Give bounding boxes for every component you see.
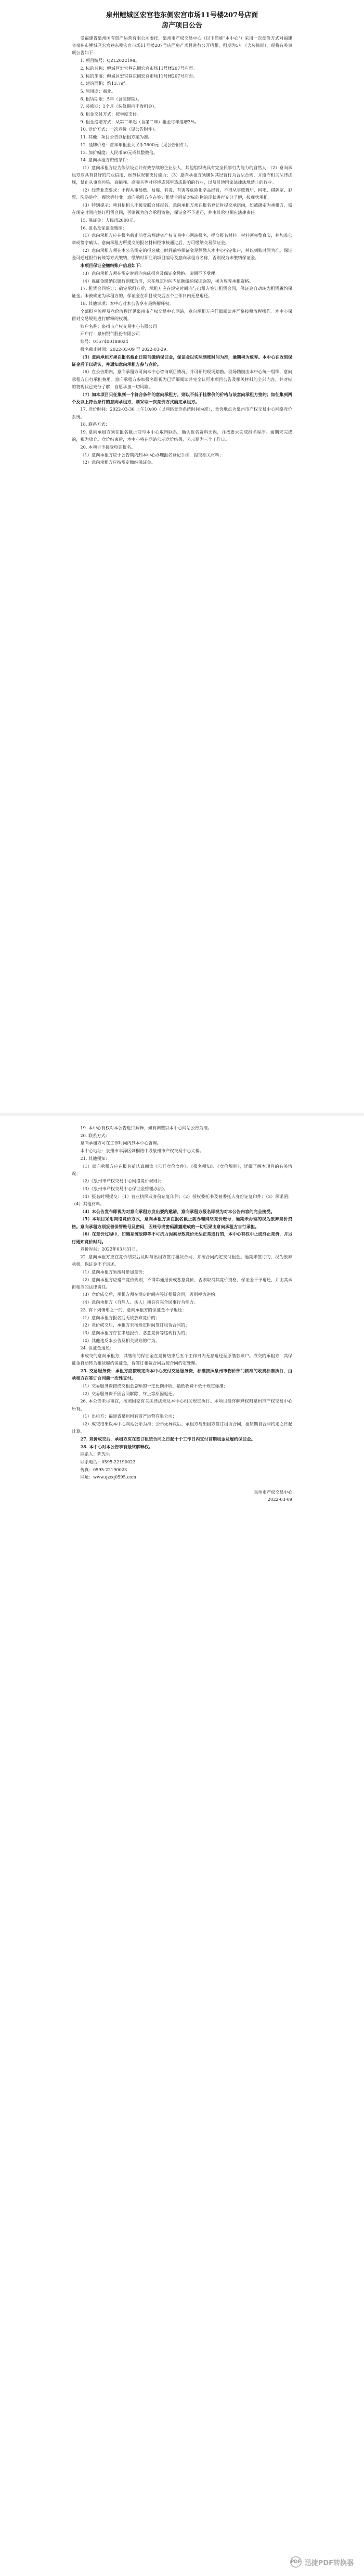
page-divider <box>0 1113 364 1116</box>
notice-paragraph: （1）意向承租方应在报名截止前登录福建省产权交易中心网站报名，提交报名材料。材料须完整真实，并加盖公章或签字确认。意向承租方所提交的报名材料经审核通过后，方可缴纳交易保证金。 <box>72 233 292 246</box>
notice-paragraph: 报名截止时间：2022-03-09 至 2022-03-29。 <box>80 346 171 352</box>
notice-paragraph: （7）如本项目只征集到一个符合条件的意向承租方，则以不低于挂牌价的价格与该意向承租方签约；如征集到两个及以上符合条件的意向承租方，则采取一次竞价方式确定承租方。 <box>72 391 292 404</box>
notice-paragraph: 25. 交易服务费：承租方应按规定向本中心支付交易服务费，标准按照泉州市物价部门核准的收费标准执行，由承租方在签订合同前一次性支付。 <box>72 1368 292 1381</box>
notice-paragraph: （3）意向承租方存在串通报价、恶意竞价等违规行为的； <box>80 1330 190 1335</box>
notice-paragraph: 开户行：泉州银行股份有限公司 <box>80 331 140 337</box>
notice-paragraph: （4）其他违反本公告及相关规则的行为。 <box>80 1337 160 1343</box>
notice-paragraph: 5. 原用途：商业。 <box>80 88 116 94</box>
notice-paragraph: 18. 其他事项：本中心对本公告享有最终解释权。 <box>80 301 174 307</box>
notice-paragraph: 3. 标的坐落：鲤城区宏宫巷东侧宏宫市场11号楼207号店面。 <box>80 73 198 79</box>
notice-paragraph: 23. 有下列情形之一的，意向承租方的保证金不予退还： <box>80 1307 187 1312</box>
notice-paragraph: 未成交的意向承租方，其缴纳的保证金在竞价结束后五个工作日内无息退还至原缴款账户。成交的承租方，其保证金自动转为租赁履约保证金，待签订租赁合同后按合同约定处理。 <box>72 1353 292 1366</box>
notice-paragraph: 4. 建筑面积：约13.7㎡。 <box>80 81 129 86</box>
notice-paragraph: 17. 竞价时间：2022-03-30 上午10:00（以网络竞价系统时间为准），竞价地点为泉州市产权交易中心网络竞价系统。 <box>72 406 292 419</box>
notice-paragraph: 8. 租金交付方式：按季度支付。 <box>80 111 141 117</box>
notice-paragraph: （2）意向承租方应按规定缴纳保证金。 <box>80 460 155 465</box>
notice-paragraph: （4）保证金缴纳以银行到账为准，未在规定时间内足额缴纳保证金的，视为放弃承租资格。 <box>80 278 254 284</box>
notice-paragraph: 7. 装修期：1个月（装修期内不收租金）。 <box>80 104 159 109</box>
notice-title-line2: 房产项目公告 <box>161 22 202 30</box>
notice-paragraph: 6. 租赁期限：5年（含装修期）。 <box>80 96 142 101</box>
notice-paragraph: 受福建省泉州国有资产运营有限公司委托，泉州市产权交易中心（以下简称"本中心"）采用一次竞价方式对福建省泉州市鲤城区宏宫巷东侧宏宫市场11号楼207号店面房产项目进行公开招租，租期为5年（含装修期），现将有关事项公告如下： <box>72 35 292 56</box>
notice-paragraph: （1）意向承租方应为依法设立并有效存续的企业法人、其他组织或具有完全民事行为能力的自然人；（2）意向承租方应具有良好的商业信用、财务状况和支付能力；（3）意向承租方须确保其经营行为合法合规，并遵守相关法律法规，禁止从事高污染、高能耗、高噪音等对环境或邻里造成影响的行业，以及其他国家法律法规禁止的行业。 <box>72 164 292 185</box>
notice-paragraph: 19. 本中心有权对本公告进行解释，如有调整以本中心网站公告为准。 <box>80 1125 212 1130</box>
notice-page-1 <box>0 0 364 1108</box>
notice-body-part1 <box>72 34 292 466</box>
notice-paragraph: 18. 联系方式： <box>80 422 110 427</box>
notice-paragraph: （2）意向承租方应遵守竞价规则，不得串通报价或恶意竞价，否则取消其竞价资格，保证金不予退还，并由其承担相应的法律责任。 <box>72 1277 292 1290</box>
notice-paragraph: （4）本公告发布即视为对意向承租方发出要约邀请，意向承租方报名即视为对本公告内容的完全接受。 <box>80 1208 275 1214</box>
notice-paragraph: （1）意向承租方应在报名前认真阅读《公开竞价文件》、《报名须知》、《竞价规则》，详细了解本项目的有关情况； <box>72 1163 292 1176</box>
notice-paragraph: （5）意向承租方须在报名截止日期前缴纳保证金，保证金以实际到账时间为准，逾期视为放弃。本中心在收到保证金后予以确认，并通知意向承租方参与竞价。 <box>72 354 292 367</box>
notice-page-2 <box>0 1118 364 2576</box>
notice-paragraph: 22. 意向承租方应在竞价结束后及时与出租方签订租赁合同，并按合同约定支付租金。逾期未签订的，视为放弃承租，保证金不予退还。 <box>72 1254 292 1267</box>
notice-paragraph: 网址：www.qzcq0595.com <box>80 1474 136 1480</box>
notice-paragraph: 13. 加价幅度：人民币50元或其整数倍。 <box>80 149 158 155</box>
notice-paragraph: 本中心地址：泉州市丰泽区刺桐路中段泉州市产权交易中心大楼。 <box>80 1148 204 1154</box>
notice-paragraph: 26. 本公告未尽事宜，按照国家有关法律法规及本中心相关规定执行。本项目最终解释权归泉州市产权交易中心所有。 <box>72 1398 292 1411</box>
notice-paragraph: 21. 其他须知： <box>80 1155 110 1161</box>
notice-paragraph: （6）在公告期内，意向承租方可向本中心咨询项目情况，并可预约现场踏勘。现场踏勘由本中心统一组织，意向承租方自行承担费用。意向承租方参加报名即视为已详细阅读并完全认可本项目公告及相关材料的全部内容，并对标的物现状已充分了解，自愿承担一切风险。 <box>72 369 292 389</box>
notice-paragraph: （2）《泉州市产权交易中心网络竞价规则》； <box>80 1178 164 1184</box>
notice-paragraph: （2）竞价成交后，承租方未按规定时间签订租赁合同的； <box>80 1322 190 1328</box>
notice-paragraph: （3）特别提示：项目招租人不接受联合体报名。意向承租方须在报名登记时提交承诺函，如被确定为承租方，需在规定时间内签订租赁合同，否则视为放弃承租资格，保证金不予退还，并由其承担相应法律责任。 <box>72 202 292 215</box>
notice-paragraph: （2）交易服务费不因合同解除、终止等原因退还。 <box>80 1391 177 1396</box>
notice-paragraph: 24. 保证金退还： <box>80 1345 114 1351</box>
notice-paragraph: 27. 竞价成交后，承租方应在签订租赁合同之日起十个工作日内支付首期租金及履约保证金。 <box>80 1436 255 1442</box>
notice-paragraph: 账号：0157400188024 <box>80 339 128 345</box>
signature-org: 泉州市产权交易中心 <box>254 1489 292 1495</box>
notice-paragraph: 19. 意向承租方须在报名截止前与本中心取得联系，确认报名资料无误，并按要求完成报名程序。逾期未完成的，视为放弃。竞价结束后，本中心将在网站公示竞价结果，公示期为三个工作日。 <box>72 429 292 442</box>
notice-paragraph: （2）成交结果以本中心网站公示为准；公示无异议后，承租方与出租方签订租赁合同，租赁期自合同约定之日起计算。 <box>72 1421 292 1434</box>
notice-paragraph: 意向承租方可在工作时间内到本中心咨询。 <box>80 1140 161 1146</box>
notice-paragraph: （3）意向承租方须在规定时间内完成报名及保证金缴纳，逾期不予受理。 <box>80 270 219 276</box>
notice-paragraph: （3）竞价成交后，承租方须在规定时间内签订租赁合同，否则视为违约。 <box>80 1292 219 1297</box>
notice-body-part2 <box>72 1124 292 1481</box>
converter-logo-icon: PDF <box>290 2556 302 2568</box>
notice-paragraph: 全部报名流程及竞价流程详见泉州市产权交易中心网站，意向承租方应仔细阅读并严格按照流程操作。本中心保留对交易规则进行解释的权利。 <box>72 308 292 322</box>
notice-paragraph: 28. 本中心对本公告享有最终解释权。 <box>80 1444 153 1449</box>
notice-paragraph: （1）意向承租方应于公告期内到本中心办理报名登记手续，提交相关材料； <box>80 452 224 457</box>
notice-paragraph: 11. 其他：项目公告以招租方案为准。 <box>80 134 152 140</box>
signature-date: 2022-03-09 <box>267 1496 292 1502</box>
notice-paragraph: （1）意向承租方报名后无故放弃竞价的； <box>80 1315 160 1320</box>
notice-paragraph: （2）意向承租方须在本公告规定的报名截止时间前将保证金足额缴入本中心指定账户，并以到账时间为准。保证金可通过银行转账等方式缴纳，缴纳时须注明项目编号及意向承租方名称，否则视为未缴纳保证金。 <box>72 248 292 261</box>
notice-paragraph: 14. 意向承租方资格条件： <box>80 157 131 163</box>
notice-paragraph: 2. 标的名称：鲤城区宏宫巷东侧宏宫市场11号楼207号店面。 <box>80 65 198 71</box>
notice-paragraph: （5）本项目采用网络竞价方式，意向承租方须在报名截止前办理网络竞价账号，逾期未办理的视为放弃竞价资格。意向承租方须妥善保管账号及密码，因账号或密码泄露造成的一切后果由意向承租方自行承担。 <box>72 1216 292 1229</box>
notice-paragraph: （6）在竞价过程中，如遇系统故障等不可抗力因素导致竞价无法正常进行的，本中心有权中止或终止竞价，并另行通知竞价时间。 <box>72 1231 292 1244</box>
notice-paragraph: 联系电话：0595-22190023 <box>80 1459 136 1464</box>
notice-paragraph: （3）《泉州市产权交易中心保证金管理办法》。 <box>80 1186 168 1192</box>
notice-paragraph: 竞价时间：2022年03月31日。 <box>80 1246 140 1252</box>
notice-paragraph: 20. 本项目不接受电话报名。 <box>80 444 136 450</box>
notice-paragraph: （1）出租方：福建省泉州国有资产运营有限公司； <box>80 1413 177 1419</box>
notice-paragraph: （4）报名时须提交：（1）营业执照或身份证复印件；（2）授权委托书及被委托人身份证复印件；（3）承诺函；（4）其他材料。 <box>72 1193 292 1207</box>
notice-title-line1: 泉州鲤城区宏宫巷东侧宏宫市场11号楼207号店面 <box>106 11 258 19</box>
notice-title <box>72 10 292 31</box>
notice-paragraph: 16. 报名及保证金缴纳： <box>80 225 127 231</box>
notice-paragraph: （1）交易服务费按成交租金总额的一定比例计收，最低收费不低于规定标准； <box>80 1383 228 1388</box>
watermark <box>290 2555 354 2569</box>
watermark-text: 迅捷PDF转换器 <box>304 2559 354 2567</box>
notice-paragraph: 1. 项目编号：QZL2022198。 <box>80 58 140 63</box>
notice-paragraph: 15. 保证金：人民币2000元。 <box>80 217 138 223</box>
notice-paragraph: 账户名称：泉州市产权交易中心有限公司 <box>80 323 157 329</box>
notice-paragraph: 联系人：陈先生 <box>80 1451 110 1457</box>
notice-paragraph: （1）意向承租方须按时参加竞价； <box>80 1269 147 1274</box>
notice-paragraph: 传真：0595-22190023 <box>80 1466 127 1472</box>
notice-paragraph: 10. 竞价方式：一次竞价（见公告附件）。 <box>80 126 159 132</box>
notice-paragraph: 12. 挂牌价格：首年年租金人民币7600元（见公告附件）。 <box>80 142 191 147</box>
notice-paragraph: 9. 租金递增方式：从第二年起（含第二年）租金每年递增3%。 <box>80 119 199 124</box>
notice-paragraph: 20. 联系方式： <box>80 1132 110 1138</box>
signature-block <box>72 1488 292 1503</box>
notice-paragraph: （4）意向承租方（自然人、法人）须具有完全民事行为能力。 <box>80 1299 198 1305</box>
notice-paragraph: 17. 租赁合同签订：确定承租方后，承租方应在规定时间内与出租方签订租赁合同，保证金自动转为租赁履约保证金。未被确定为承租方的，保证金在项目成交后五个工作日内无息退还。 <box>72 286 292 299</box>
notice-paragraph: （2）经营业态要求：不得从事易燃、易爆、有毒、有害等危险化学品经营，不得从事歌舞厅、网吧、棋牌室、彩票、洗浴足疗、餐饮等行业。意向承租方应在签订租赁合同前对标的物的现状进行充分了解，按现状承租。 <box>72 187 292 200</box>
notice-paragraph: 本项目保证金缴纳账户信息如下： <box>80 263 145 269</box>
